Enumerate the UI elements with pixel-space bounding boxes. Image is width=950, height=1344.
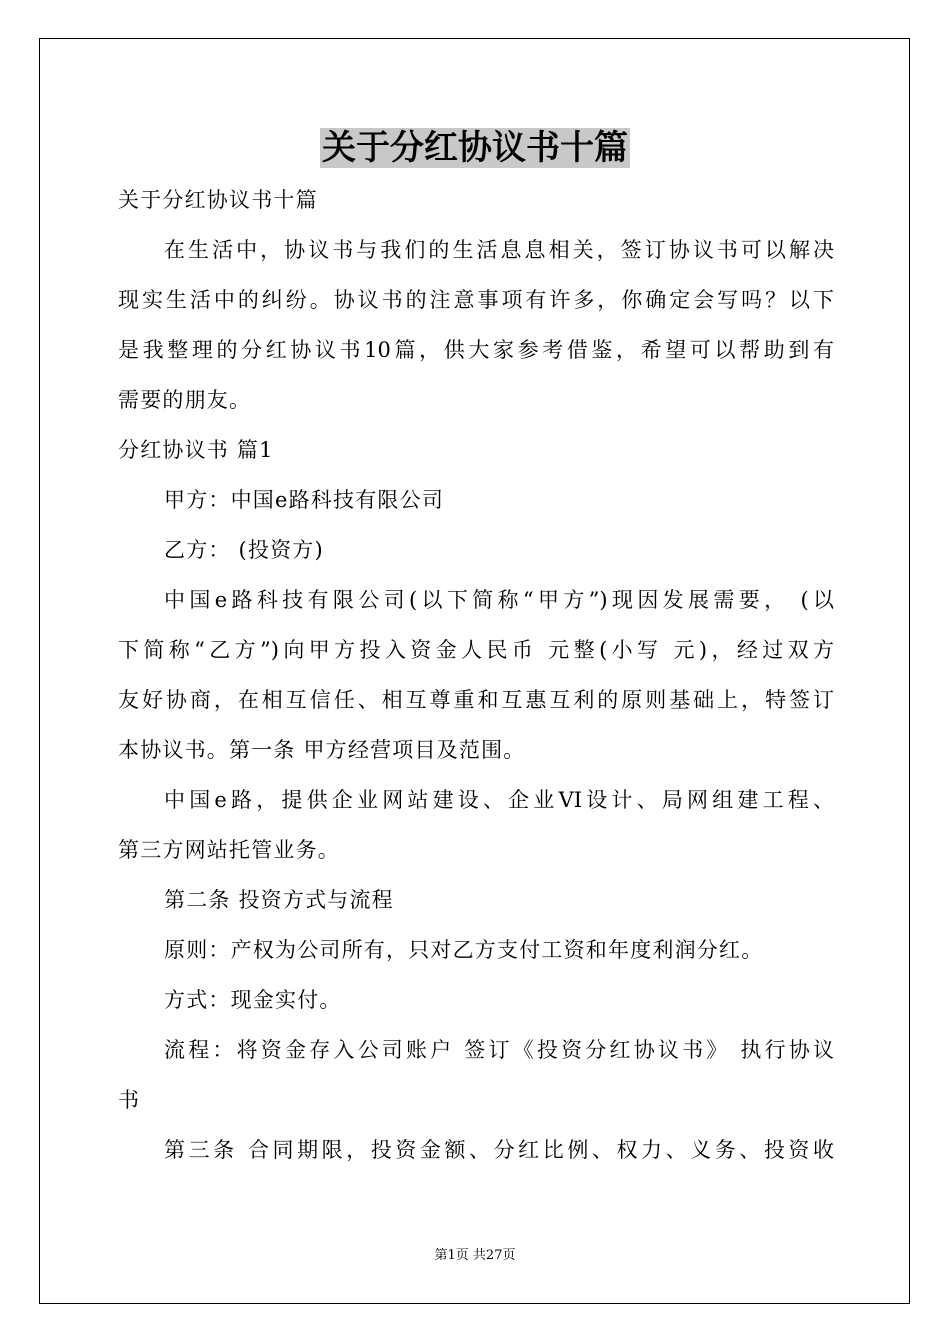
text-line: 中国e路，提供企业网站建设、企业VI设计、局网组建工程、 [164,788,834,812]
document-title-text: 关于分红协议书十篇 [322,128,628,168]
text-line: 方式：现金实付。 [164,988,342,1012]
text-line: 分红协议书 篇1 [118,438,274,462]
text-line: 甲方：中国e路科技有限公司 [164,488,445,512]
document-title [0,124,950,172]
text-line: 乙方： (投资方) [164,538,324,562]
text-line: 原则：产权为公司所有，只对乙方支付工资和年度利润分红。 [164,938,764,962]
text-line: 是我整理的分红协议书10篇，供大家参考借鉴，希望可以帮助到有 [118,338,834,362]
text-line: 第三方网站托管业务。 [118,838,340,862]
page-footer: 第1页 共27页 [434,1248,516,1263]
text-line: 关于分红协议书十篇 [118,188,318,212]
text-line: 本协议书。第一条 甲方经营项目及范围。 [118,738,526,762]
text-line: 下简称“乙方”)向甲方投入资金人民币 元整(小写 元)，经过双方 [118,638,834,662]
text-line: 在生活中，协议书与我们的生活息息相关，签订协议书可以解决 [164,238,834,262]
text-line: 第三条 合同期限，投资金额、分红比例、权力、义务、投资收 [164,1138,834,1162]
text-line: 现实生活中的纠纷。协议书的注意事项有许多，你确定会写吗？以下 [118,288,834,312]
text-line: 书 [118,1088,141,1112]
document-body [118,178,834,1178]
text-line: 中国e路科技有限公司(以下简称“甲方”)现因发展需要， (以 [164,588,834,612]
text-line: 第二条 投资方式与流程 [164,888,394,912]
text-line: 需要的朋友。 [118,388,252,412]
text-line: 友好协商，在相互信任、相互尊重和互惠互利的原则基础上，特签订 [118,688,834,712]
text-line: 流程：将资金存入公司账户 签订《投资分红协议书》 执行协议 [164,1038,834,1062]
